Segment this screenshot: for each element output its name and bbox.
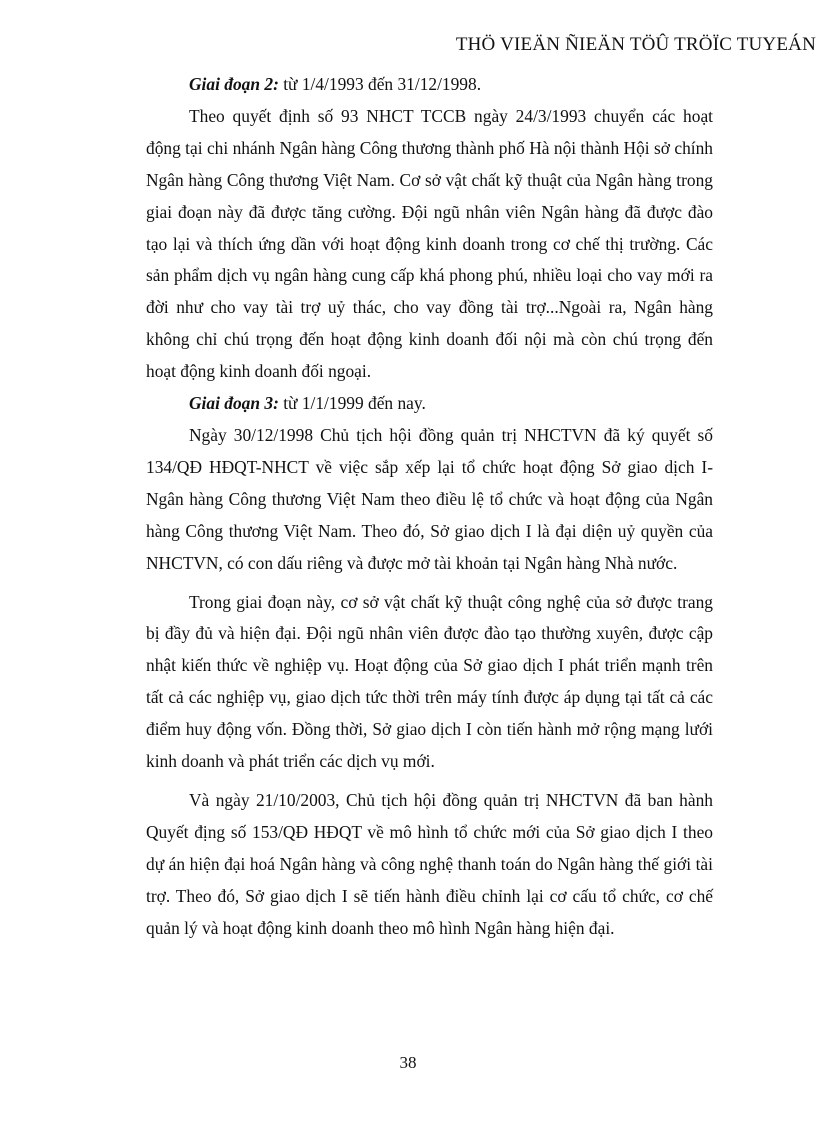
phase-2-paragraph: Theo quyết định số 93 NHCT TCCB ngày 24/3/1993 chuyển các hoạt động tại chi nhánh Ngân hàng Công thương thành phố Hà nội thành Hội sở chính Ngân hàng Công thương Việt Nam. Cơ sở vật chất kỹ thuật của Ngân hàng trong giai đoạn này đã được tăng cường. Đội ngũ nhân viên Ngân hàng đã được đào tạo lại và thích ứng dần với hoạt động kinh doanh trong cơ chế thị trường. Các sản phẩm dịch vụ ngân hàng cung cấp khá phong phú, nhiều loại cho vay mới ra đời như cho vay tài trợ uỷ thác, cho vay đồng tài trợ...Ngoài ra, Ngân hàng không chỉ chú trọng đến hoạt động kinh doanh đối nội mà còn chú trọng đến hoạt động kinh doanh đối ngoại.: [146, 105, 713, 382]
page-header-watermark: THÖ VIEÄN ÑIEÄN TÖÛ TRÖÏC TUYEÁN: [455, 34, 816, 55]
phase-3-heading: [146, 388, 713, 420]
phase-3-label: Giai đoạn 3:: [189, 393, 279, 414]
document-body: [146, 69, 713, 944]
phase-2-heading: [146, 69, 713, 101]
phase-3-paragraph-1: Ngày 30/12/1998 Chủ tịch hội đồng quản trị NHCTVN đã ký quyết số 134/QĐ HĐQT-NHCT về việc sắp xếp lại tổ chức hoạt động Sở giao dịch I-Ngân hàng Công thương Việt Nam theo điều lệ tổ chức và hoạt động của Ngân hàng Công thương Việt Nam. Theo đó, Sở giao dịch I là đại diện uỷ quyền của NHCTVN, có con dấu riêng và được mở tài khoản tại Ngân hàng Nhà nước.: [146, 424, 713, 573]
phase-2-label: Giai đoạn 2:: [189, 74, 279, 94]
phase-3-paragraph-3: Và ngày 21/10/2003, Chủ tịch hội đồng quản trị NHCTVN đã ban hành Quyết địng số 153/QĐ HĐQT về mô hình tổ chức mới của Sở giao dịch I theo dự án hiện đại hoá Ngân hàng và công nghệ thanh toán do Ngân hàng thế giới tài trợ. Theo đó, Sở giao dịch I sẽ tiến hành điều chỉnh lại cơ cấu tổ chức, cơ chế quản lý và hoạt động kinh doanh theo mô hình Ngân hàng hiện đại.: [146, 789, 713, 938]
page-number: 38: [399, 1053, 417, 1072]
phase-2-dates: từ 1/4/1993 đến 31/12/1998.: [278, 74, 482, 94]
phase-3-paragraph-2: Trong giai đoạn này, cơ sở vật chất kỹ thuật công nghệ của sở được trang bị đầy đủ và hiện đại. Đội ngũ nhân viên được đào tạo thường xuyên, được cập nhật kiến thức về nghiệp vụ. Hoạt động của Sở giao dịch I phát triển mạnh trên tất cả các nghiệp vụ, giao dịch tức thời trên máy tính được áp dụng tại tất cả các điểm huy động vốn. Đồng thời, Sở giao dịch I còn tiến hành mở rộng mạng lưới kinh doanh và phát triển các dịch vụ mới.: [146, 591, 713, 772]
phase-3-dates: từ 1/1/1999 đến nay.: [278, 393, 426, 414]
